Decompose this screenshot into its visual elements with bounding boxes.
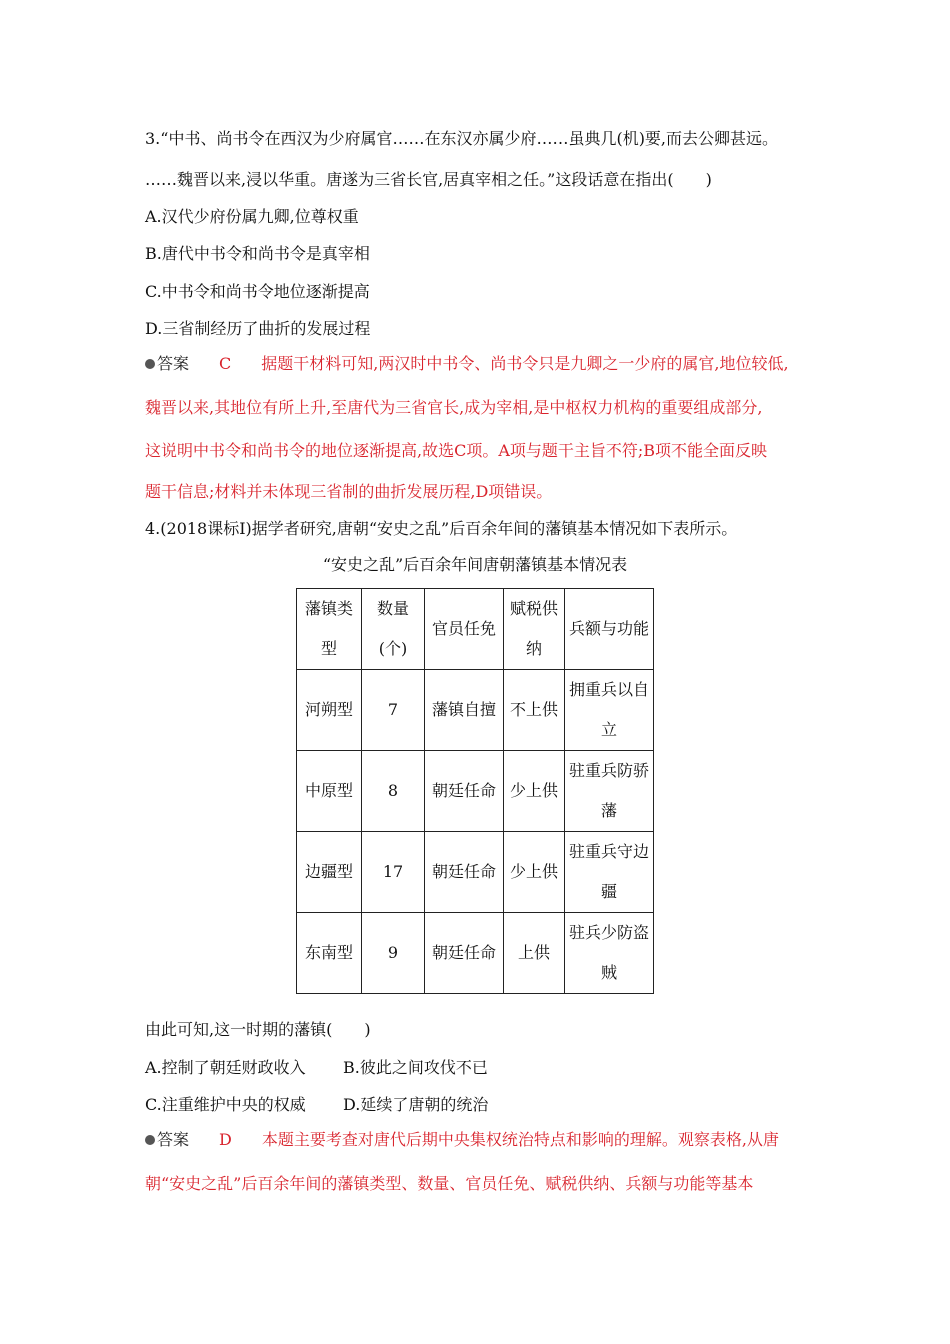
header-type: 藩镇类 型 (297, 589, 362, 670)
table-row: 中原型 8 朝廷任命 少上供 驻重兵防骄 藩 (297, 751, 654, 832)
q4-answer-text: 本题主要考查对唐代后期中央集权统治特点和影响的理解。观察表格,从唐 (261, 1130, 779, 1149)
q4-options-row1 (145, 1057, 488, 1079)
table-row: 东南型 9 朝廷任命 上供 驻兵少防盗 贼 (297, 913, 654, 994)
q3-answer-line2: 魏晋以来,其地位有所上升,至唐代为三省官长,成为宰相,是中枢权力机构的重要组成部分, (145, 398, 763, 417)
q3-option-d: D.三省制经历了曲折的发展过程 (145, 319, 371, 338)
row-func: 驻兵少防盗 贼 (565, 913, 654, 994)
table-row: 边疆型 17 朝廷任命 少上供 驻重兵守边 疆 (297, 832, 654, 913)
row-func: 驻重兵守边 疆 (565, 832, 654, 913)
table-header-row (297, 589, 654, 670)
q3-answer-label: 答案 (157, 354, 190, 373)
table-row: 河朔型 7 藩镇自擅 不上供 拥重兵以自 立 (297, 670, 654, 751)
answer-bullet-icon (145, 1135, 155, 1145)
fanzhen-table (296, 588, 654, 994)
row-func: 驻重兵防骄 藩 (565, 751, 654, 832)
q3-answer-text: 据题干材料可知,两汉时中书令、尚书令只是九卿之一少府的属官,地位较低, (261, 354, 789, 373)
q3-stem-line2: ……魏晋以来,浸以华重。唐遂为三省长官,居真宰相之任。”这段话意在指出( ) (145, 170, 712, 189)
row-func: 拥重兵以自 立 (565, 670, 654, 751)
q4-question: 由此可知,这一时期的藩镇( ) (145, 1020, 371, 1039)
q3-answer-line3: 这说明中书令和尚书令的地位逐渐提高,故选C项。A项与题干主旨不符;B项不能全面反映 (145, 441, 768, 460)
header-appoint: 官员任免 (425, 589, 504, 670)
q3-option-a: A.汉代少府份属九卿,位尊权重 (145, 207, 359, 226)
q4-options-row2 (145, 1094, 488, 1116)
header-tax: 赋税供 纳 (504, 589, 565, 670)
q4-answer-label: 答案 (157, 1130, 190, 1149)
q4-stem: 4.(2018课标Ⅰ)据学者研究,唐朝“安史之乱”后百余年间的藩镇基本情况如下表所示。 (145, 519, 738, 538)
q4-answer-line2: 朝“安史之乱”后百余年间的藩镇类型、数量、官员任免、赋税供纳、兵额与功能等基本 (145, 1174, 754, 1193)
q3-option-c: C.中书令和尚书令地位逐渐提高 (145, 282, 370, 301)
q4-answer-choice: D (219, 1130, 232, 1149)
table-title: “安史之乱”后百余年间唐朝藩镇基本情况表 (322, 555, 628, 574)
q4-option-a: A.控制了朝廷财政收入 (145, 1058, 306, 1077)
header-func: 兵额与功能 (565, 589, 654, 670)
q3-stem-line1: 3.“中书、尚书令在西汉为少府属官……在东汉亦属少府……虽典几(机)要,而去公卿甚远。 (145, 129, 779, 148)
q4-option-d: D.延续了唐朝的统治 (343, 1095, 489, 1114)
q3-answer-choice: C (219, 354, 232, 373)
q3-answer-line1 (145, 353, 789, 375)
header-count: 数量 (个) (362, 589, 425, 670)
q3-option-b: B.唐代中书令和尚书令是真宰相 (145, 244, 370, 263)
answer-bullet-icon (145, 359, 155, 369)
q4-option-c: C.注重维护中央的权威 (145, 1095, 306, 1114)
q4-answer-line1 (145, 1129, 779, 1151)
q4-option-b: B.彼此之间攻伐不已 (343, 1058, 488, 1077)
q3-answer-line4: 题干信息;材料并未体现三省制的曲折发展历程,D项错误。 (145, 482, 553, 501)
